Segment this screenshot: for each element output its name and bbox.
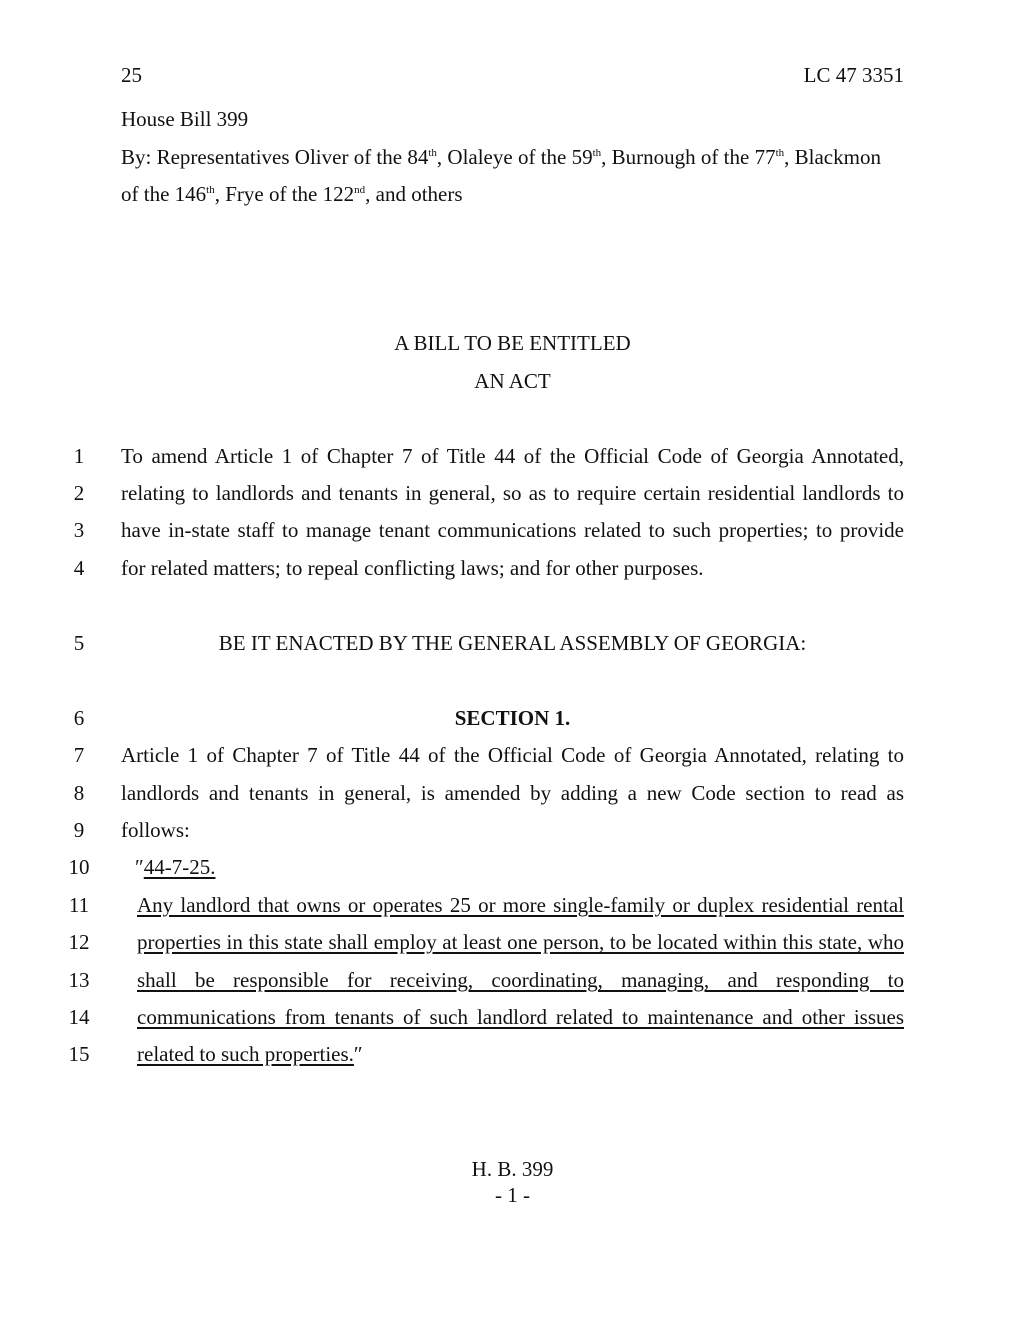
body-line: To amend Article 1 of Chapter 7 of Title 44 of the Official Code of Georgia Annotated, [121,444,904,468]
ordinal-suffix: nd [354,184,366,196]
sponsor-text: , and others [365,182,463,206]
body-line: landlords and tenants in general, is amended by adding a new Code section to read as [121,781,904,805]
sponsor-text: , Frye of the 122 [214,182,355,206]
sponsors-line-2 [121,181,463,207]
bill-title-line-2: AN ACT [474,369,551,393]
line-number: 2 [73,481,85,505]
header-page-code: 25 [121,63,142,87]
sponsor-text: , Burnough of the 77 [601,145,776,169]
body-line: have in-state staff to manage tenant communications related to such properties; to provide [121,518,904,542]
sponsor-text: , Olaleye of the 59 [436,145,593,169]
line-number: 6 [73,706,85,730]
bill-title-line-1: A BILL TO BE ENTITLED [394,331,631,355]
ordinal-suffix: th [775,147,785,159]
sponsor-text: of the 146 [121,182,207,206]
line-number: 8 [73,781,85,805]
body-line: for related matters; to repeal conflicting laws; and for other purposes. [121,556,704,580]
line-number: 11 [68,893,90,917]
footer-page-number: - 1 - [495,1183,530,1207]
header-lc-number: LC 47 3351 [803,63,904,87]
body-line: Article 1 of Chapter 7 of Title 44 of the Official Code of Georgia Annotated, relating to [121,743,904,767]
ordinal-suffix: th [428,147,437,159]
line-number: 9 [73,818,85,842]
sponsor-text: , Blackmon [784,145,881,169]
open-quote: ″ [135,855,144,879]
enacting-clause: BE IT ENACTED BY THE GENERAL ASSEMBLY OF GEORGIA: [218,631,807,655]
inserted-line: properties in this state shall employ at least one person, to be located within this state, who [137,930,904,954]
line-number: 3 [73,518,85,542]
sponsors-line-1 [121,144,881,170]
footer-bill-number: H. B. 399 [471,1157,554,1181]
close-quote: ″ [353,1042,363,1066]
line-number: 13 [68,968,90,992]
body-line: follows: [121,818,190,842]
line-number: 15 [68,1042,90,1066]
inserted-line: Any landlord that owns or operates 25 or more single-family or duplex residential rental [137,893,904,917]
inserted-text: related to such properties. [137,1042,354,1066]
line-number: 12 [68,930,90,954]
code-section-text: 44-7-25. [143,855,216,879]
code-section-number [135,854,902,880]
line-number: 1 [73,444,85,468]
line-number: 10 [68,855,90,879]
inserted-line-last [137,1041,904,1067]
inserted-line: shall be responsible for receiving, coordinating, managing, and responding to [137,968,904,992]
line-number: 5 [73,631,85,655]
section-heading: SECTION 1. [454,706,571,730]
ordinal-suffix: th [592,147,602,159]
sponsor-text: By: Representatives Oliver of the 84 [121,145,429,169]
line-number: 14 [68,1005,90,1029]
body-line: relating to landlords and tenants in general, so as to require certain residential landlords to [121,481,904,505]
ordinal-suffix: th [206,184,215,196]
line-number: 7 [73,743,85,767]
line-number: 4 [73,556,85,580]
inserted-line: communications from tenants of such landlord related to maintenance and other issues [137,1005,904,1029]
bill-number: House Bill 399 [121,107,249,131]
